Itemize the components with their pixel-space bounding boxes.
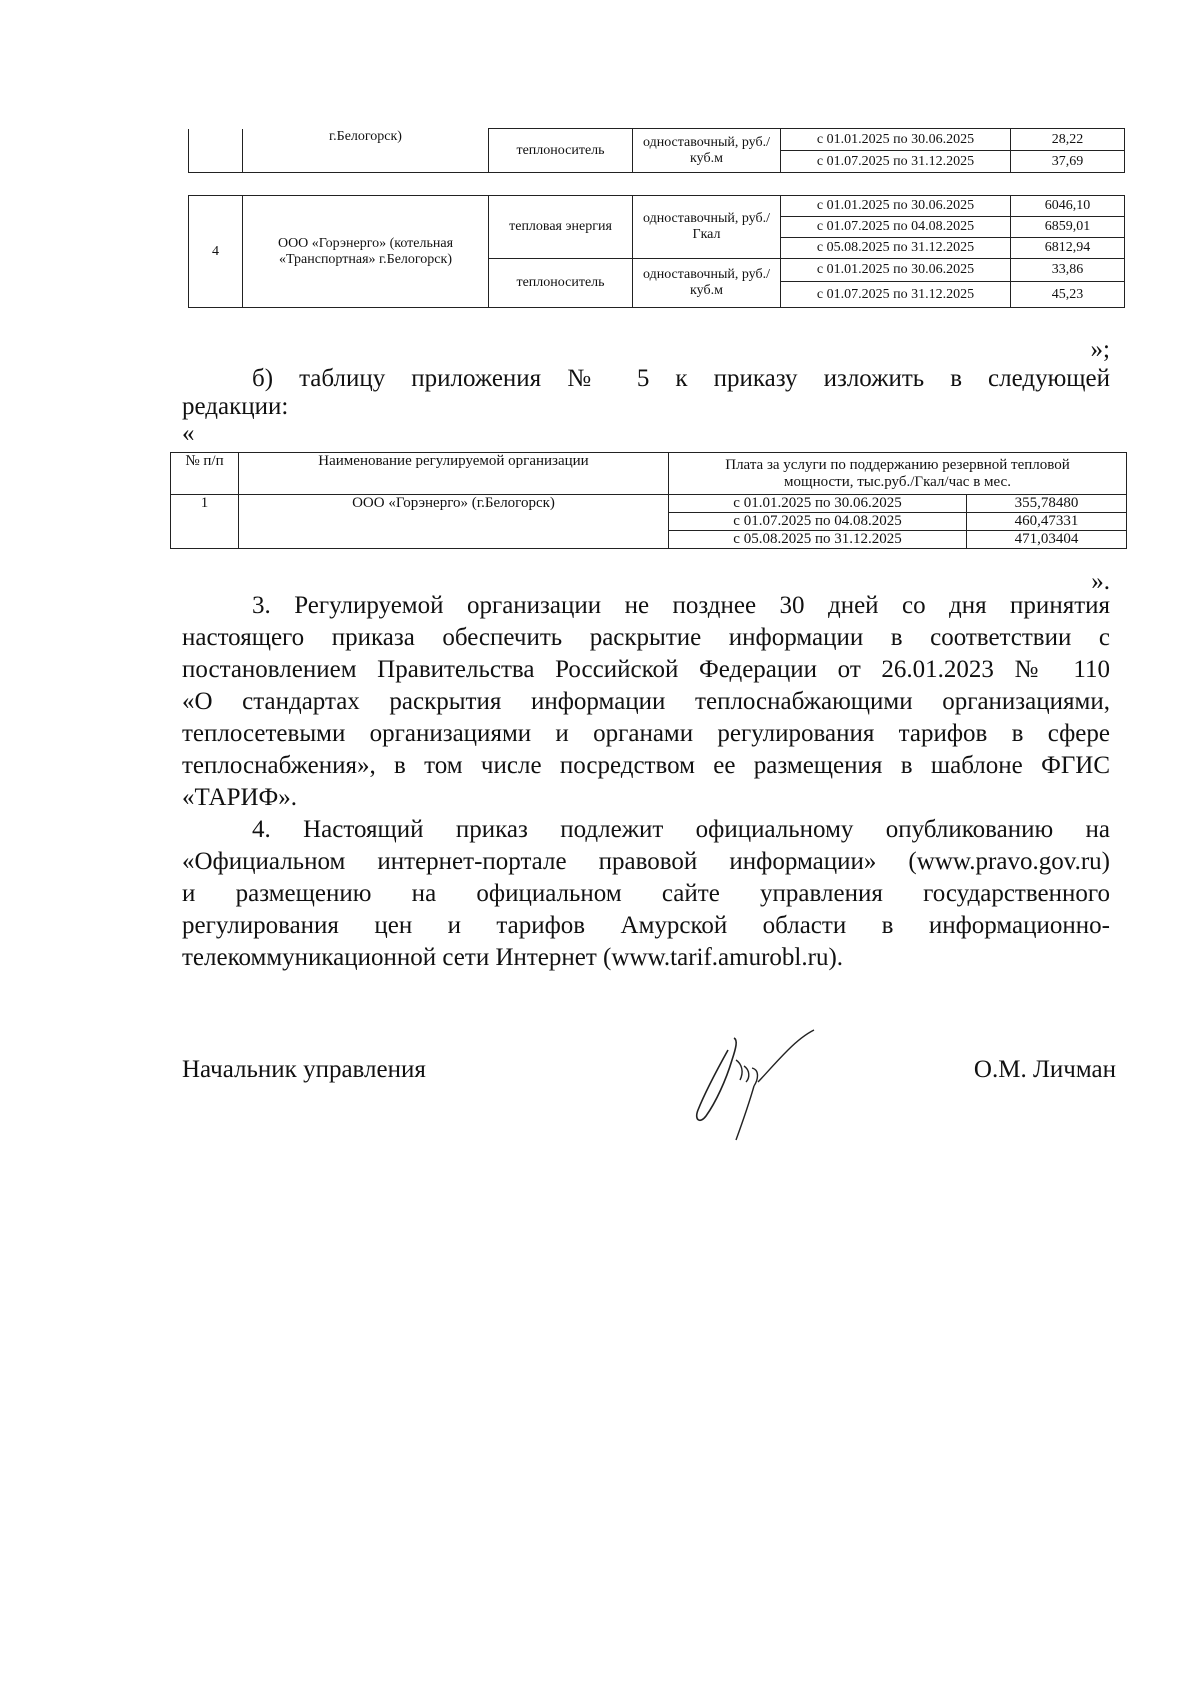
item-b-line1: б) таблицу приложения № 5 к приказу изложить в следующей [252,365,1110,392]
tariff-table-row4 [188,195,1125,308]
header-fee: Плата за услуги по поддержанию резервной тепловой мощности, тыс.руб./Гкал/час в мес. [669,453,1127,495]
value-cell: 37,69 [1011,151,1125,173]
period-cell: с 01.01.2025 по 30.06.2025 [781,259,1011,282]
period-cell: с 01.07.2025 по 04.08.2025 [669,513,967,531]
period-cell: с 01.01.2025 по 30.06.2025 [781,129,1011,151]
value-cell: 45,23 [1011,282,1125,308]
handwritten-signature [670,1020,830,1150]
value-cell: 6812,94 [1011,238,1125,259]
period-cell: с 01.07.2025 по 31.12.2025 [781,282,1011,308]
signatory-name: О.М. Личман [973,1056,1116,1083]
close-quote-2: ». [1091,568,1110,595]
value-cell: 471,03404 [967,531,1127,549]
value-cell: 355,78480 [967,495,1127,513]
value-cell: 6859,01 [1011,217,1125,238]
close-quote: »; [1090,336,1110,363]
org-name-tail: г.Белогорск) [243,129,489,173]
open-quote: « [182,420,195,447]
reserve-capacity-table [170,452,1127,549]
item-4-paragraph: 4. Настоящий приказ подлежит официальному опубликованию на «Официальном интернет-портале правовой информации» (www.pravo.gov.ru) и размещению на официальном сайте управления государственного регулирования цен и тарифов Амурской области в информационно- телекоммуникационной сети Интернет (www.tarif.amurobl.ru). [182,816,1110,971]
org-name: ООО «Горэнерго» (котельная «Транспортная» г.Белогорск) [243,196,489,308]
tariff-table-partial [188,128,1125,173]
row-number: 1 [171,495,239,549]
period-cell: с 01.07.2025 по 04.08.2025 [781,217,1011,238]
heat-rate: одноставочный, руб./Гкал [633,196,781,259]
signatory-position: Начальник управления [182,1056,426,1083]
value-cell: 28,22 [1011,129,1125,151]
value-cell: 33,86 [1011,259,1125,282]
period-cell: с 01.01.2025 по 30.06.2025 [781,196,1011,217]
row-number: 4 [189,196,243,308]
header-org: Наименование регулируемой организации [239,453,669,495]
carrier-label: теплоноситель [489,129,633,173]
header-num: № п/п [171,453,239,495]
period-cell: с 05.08.2025 по 31.12.2025 [781,238,1011,259]
period-cell: с 05.08.2025 по 31.12.2025 [669,531,967,549]
period-cell: с 01.01.2025 по 30.06.2025 [669,495,967,513]
period-cell: с 01.07.2025 по 31.12.2025 [781,151,1011,173]
value-cell: 6046,10 [1011,196,1125,217]
carrier-label: теплоноситель [489,259,633,308]
org-name: ООО «Горэнерго» (г.Белогорск) [239,495,669,549]
value-cell: 460,47331 [967,513,1127,531]
item-3-paragraph: 3. Регулируемой организации не позднее 30 дней со дня принятия настоящего приказа обеспечить раскрытие информации в соответствии с постановлением Правительства Российской Федерации от 26.01.2023 № 110 «О стандартах раскрытия информации теплоснабжающими организациями, теплосетевыми организациями и органами регулирования тарифов в сфере теплоснабжения», в том числе посредством ее размещения в шаблоне ФГИС «ТАРИФ». [182,592,1110,811]
heat-label: тепловая энергия [489,196,633,259]
carrier-rate: одноставочный, руб./куб.м [633,259,781,308]
carrier-rate: одноставочный, руб./куб.м [633,129,781,173]
item-b-line2: редакции: [182,393,289,420]
